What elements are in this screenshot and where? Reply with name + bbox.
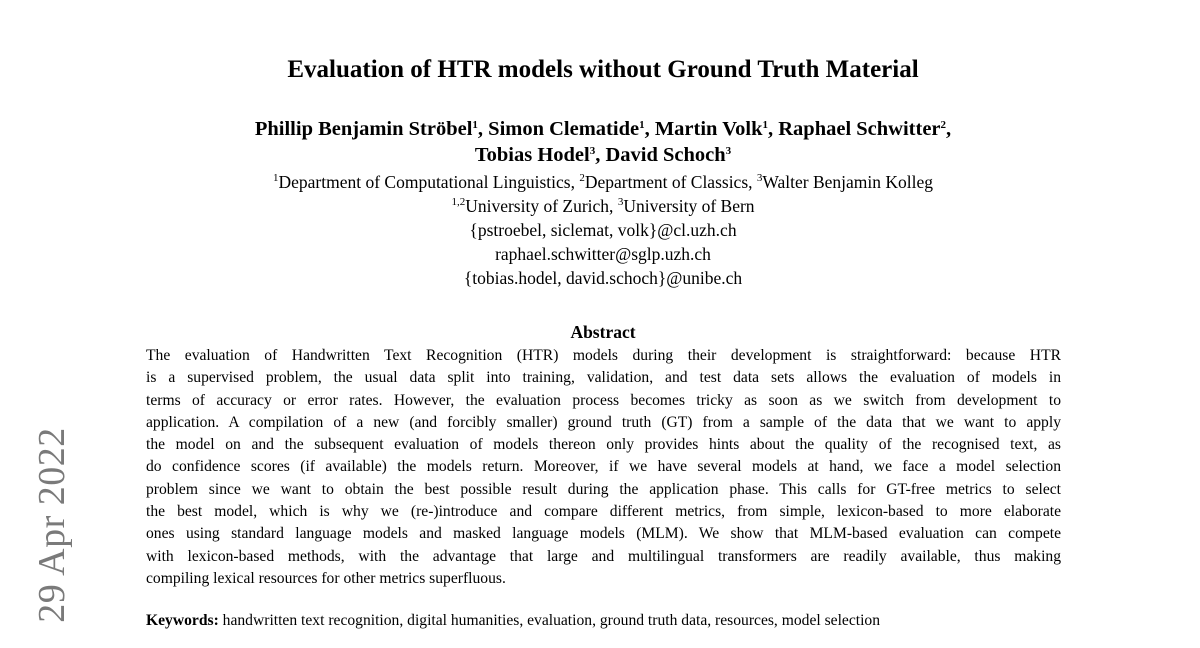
affiliation-mark: 3 (617, 196, 624, 208)
abstract-heading: Abstract (570, 322, 636, 342)
abstract-line: The evaluation of Handwritten Text Recognition (HTR) models during their development is straightforward: because HTR (146, 347, 1061, 364)
author-email-2: raphael.schwitter@sglp.uzh.ch (495, 244, 711, 264)
abstract-line: with lexicon-based methods, with the advantage that large and multilingual transformers are readily available, thus making (146, 547, 1061, 565)
affiliation-line-1 (0, 170, 1200, 194)
keywords (146, 612, 880, 630)
abstract-line: problem since we want to obtain the best possible result during the application phase. This calls for GT-free metrics to select (146, 480, 1061, 498)
affiliation-text: Department of Classics, (584, 172, 757, 192)
author-name: Raphael Schwitter (778, 118, 941, 140)
keywords-text: handwritten text recognition, digital humanities, evaluation, ground truth data, resources, model selection (222, 612, 881, 629)
author-separator: , (946, 118, 952, 140)
arxiv-date: 29 Apr 2022 (31, 427, 73, 623)
author-affiliation-mark: 3 (725, 145, 732, 157)
affiliation-mark: 1 (272, 172, 279, 184)
author-name: Martin Volk (654, 118, 763, 140)
abstract-line: do confidence scores (if available) the models return. Moreover, if we have several models at hand, we face a model selection (146, 458, 1061, 476)
author-name: Phillip Benjamin Ströbel (254, 118, 473, 140)
author-affiliation-mark: 1 (639, 119, 645, 131)
author-separator: , (644, 118, 655, 140)
affiliation-line-2 (0, 194, 1200, 218)
affiliation-text: Walter Benjamin Kolleg (762, 172, 934, 192)
author-affiliation-mark: 2 (940, 119, 947, 131)
affiliation-mark: 1,2 (451, 196, 466, 208)
abstract-line: application. A compilation of a new (and forcibly smaller) ground truth (GT) from a sample of the data that we want to apply (146, 413, 1061, 431)
abstract-line: the model on and the subsequent evaluation of models thereon only provides hints about the quality of the recognised text, as (146, 436, 1061, 454)
author-line-1 (0, 116, 1200, 142)
author-separator: , (477, 118, 489, 140)
paper-title: Evaluation of HTR models without Ground Truth Material (287, 56, 919, 83)
author-email-3: {tobias.hodel, david.schoch}@unibe.ch (463, 268, 743, 288)
author-separator: , (595, 144, 606, 166)
author-line-2 (0, 142, 1200, 168)
author-name: Simon Clematide (488, 118, 640, 140)
author-affiliation-mark: 1 (472, 119, 478, 131)
author-list (0, 116, 1200, 168)
affiliation-text: Department of Computational Linguistics, (278, 172, 580, 192)
author-affiliation-mark: 3 (589, 145, 596, 157)
author-affiliation-mark: 1 (762, 119, 768, 131)
abstract-line: terms of accuracy or error rates. However, the evaluation process becomes tricky as soon as we switch from development to (146, 391, 1061, 409)
author-email-1: {pstroebel, siclemat, volk}@cl.uzh.ch (469, 220, 737, 240)
author-name: Tobias Hodel (474, 144, 590, 166)
keywords-label: Keywords: (146, 612, 219, 629)
abstract-body (146, 345, 1061, 590)
affiliation-mark: 3 (756, 172, 763, 184)
author-separator: , (767, 118, 779, 140)
arxiv-side-stamp (28, 420, 76, 630)
affiliation-mark: 2 (579, 172, 585, 184)
abstract-line: the best model, which is why we (re-)introduce and compare different metrics, from simple, lexicon-based to more elaborate (146, 503, 1061, 521)
abstract-line: is a supervised problem, the usual data split into training, validation, and test data sets allows the evaluation of models in (146, 369, 1061, 387)
abstract-line: ones using standard language models and masked language models (MLM). We show that MLM-based evaluation can compete (146, 525, 1061, 543)
affiliation-text: University of Bern (623, 196, 755, 216)
author-name: David Schoch (605, 144, 726, 166)
affiliation-text: University of Zurich, (465, 196, 618, 216)
abstract-line: compiling lexical resources for other metrics superfluous. (146, 569, 506, 587)
